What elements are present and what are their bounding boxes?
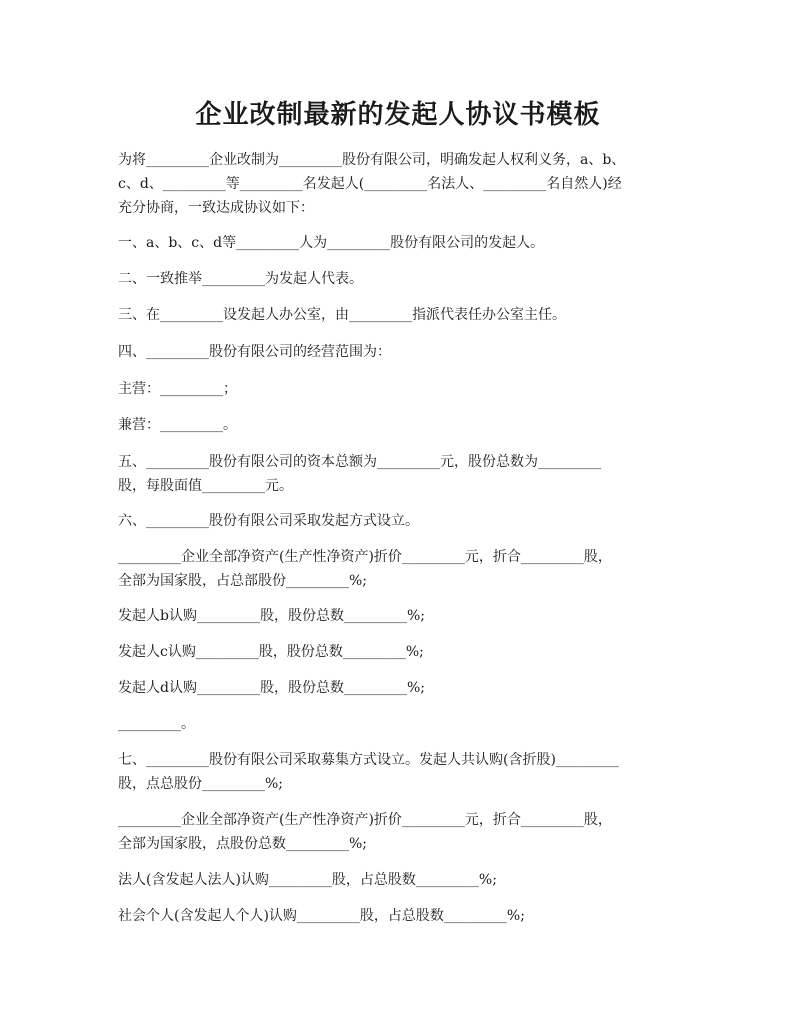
clause-6-net-assets-line-1: _________企业全部净资产(生产性净资产)折价_________元，折合_________股，	[118, 549, 612, 565]
clause-7-net-assets-line-1: _________企业全部净资产(生产性净资产)折价_________元，折合_________股，	[118, 812, 612, 828]
clause-4-main-business: 主营：_________；	[118, 381, 237, 397]
clause-1: 一、a、b、c、d等_________人为_________股份有限公司的发起人。	[118, 235, 545, 251]
clause-7-individuals: 社会个人(含发起人个人)认购_________股，占总股数_________%;	[118, 908, 525, 924]
clause-7-legal-persons: 法人(含发起人法人)认购_________股，占总股数_________%;	[118, 872, 497, 888]
clause-6-promoter-b: 发起人b认购_________股，股份总数_________%;	[118, 608, 425, 624]
paragraph-intro-line-2: c、d、_________等_________名发起人(_________名法人、_________名自然人)经	[118, 176, 622, 192]
clause-6-promoter-c: 发起人c认购_________股，股份总数_________%;	[118, 644, 424, 660]
clause-6: 六、_________股份有限公司采取发起方式设立。	[118, 513, 419, 529]
clause-6-blank: _________。	[118, 716, 195, 732]
clause-5-line-1: 五、_________股份有限公司的资本总额为_________元，股份总数为_________	[118, 454, 601, 470]
clause-3: 三、在_________设发起人办公室，由_________指派代表任办公室主任。	[118, 307, 566, 323]
clause-2: 二、一致推举_________为发起人代表。	[118, 271, 363, 287]
clause-7-line-2: 股，点总股份_________%;	[118, 776, 284, 792]
paragraph-intro-line-3: 充分协商，一致达成协议如下：	[118, 200, 314, 216]
clause-5-line-2: 股，每股面值_________元。	[118, 478, 293, 494]
clause-6-net-assets-line-2: 全部为国家股，占总部股份_________%;	[118, 573, 368, 589]
clause-6-promoter-d: 发起人d认购_________股，股份总数_________%;	[118, 680, 425, 696]
clause-4: 四、_________股份有限公司的经营范围为：	[118, 344, 391, 360]
clause-7-line-1: 七、_________股份有限公司采取募集方式设立。发起人共认购(含折股)_________	[118, 752, 619, 768]
clause-7-net-assets-line-2: 全部为国家股，点股份总数_________%;	[118, 836, 368, 852]
paragraph-intro-line-1: 为将_________企业改制为_________股份有限公司，明确发起人权利义务，a、b、	[118, 152, 626, 168]
clause-4-side-business: 兼营：_________。	[118, 417, 237, 433]
document-title: 企业改制最新的发起人协议书模板	[195, 100, 601, 130]
